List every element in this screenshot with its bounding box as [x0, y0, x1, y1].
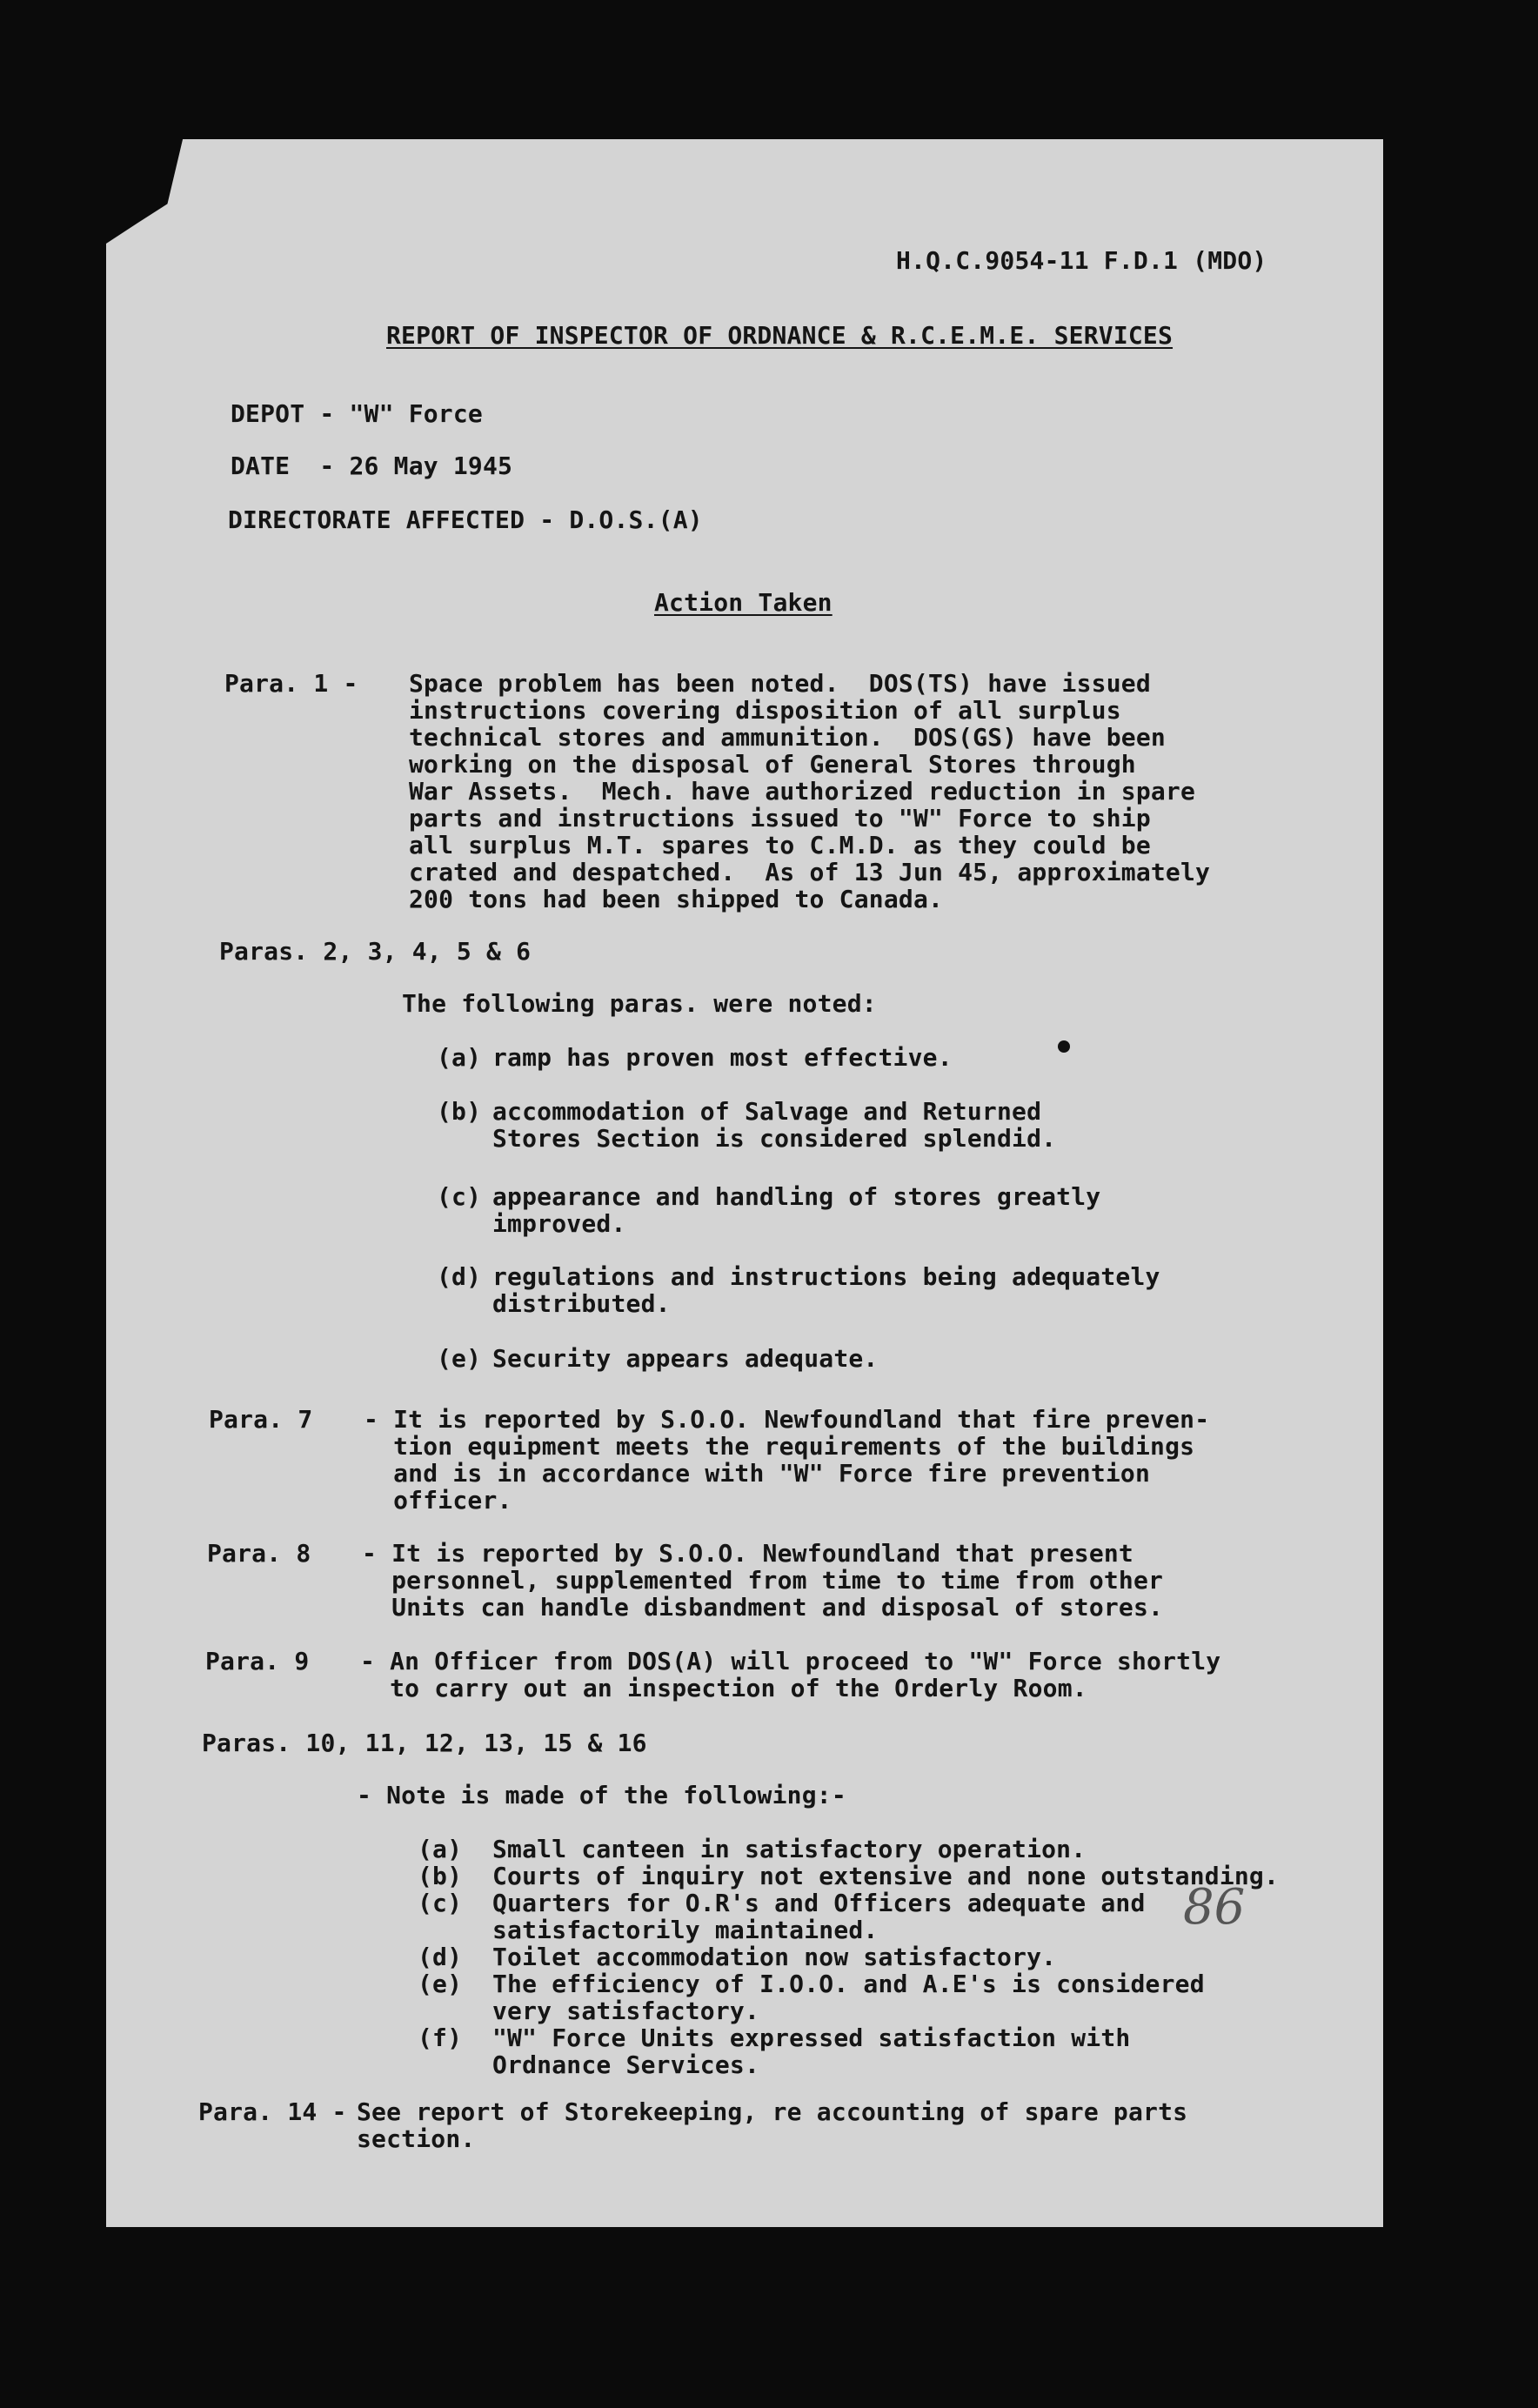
item-text: Security appears adequate. — [492, 1344, 879, 1373]
report-title: REPORT OF INSPECTOR OF ORDNANCE & R.C.E.M.E. SERVICES — [386, 321, 1174, 350]
item-letter: (d) — [418, 1943, 463, 1971]
item-text: Stores Section is considered splendid. — [492, 1124, 1057, 1153]
ink-mark — [1058, 1040, 1070, 1053]
item-text: Ordnance Services. — [492, 2050, 760, 2079]
para-7-line: and is in accordance with "W" Force fire prevention — [364, 1459, 1151, 1488]
para-9-label: Para. 9 — [205, 1647, 310, 1676]
item-text: Small canteen in satisfactory operation. — [492, 1835, 1087, 1863]
directorate-line: DIRECTORATE AFFECTED - D.O.S.(A) — [228, 505, 703, 534]
item-text: The efficiency of I.O.O. and A.E's is considered — [492, 1970, 1205, 1998]
item-letter: (d) — [437, 1262, 482, 1291]
item-text: satisfactorily maintained. — [492, 1916, 879, 1944]
para-7-label: Para. 7 — [209, 1405, 313, 1434]
item-text: Toilet accommodation now satisfactory. — [492, 1943, 1057, 1971]
item-letter: (a) — [437, 1043, 482, 1072]
para-1-line: Space problem has been noted. DOS(TS) have issued — [409, 669, 1151, 698]
paras-2-6-intro: The following paras. were noted: — [402, 989, 877, 1018]
item-letter: (e) — [418, 1970, 463, 1998]
item-text: appearance and handling of stores greatly — [492, 1182, 1101, 1211]
handwritten-page-number: 86 — [1183, 1879, 1246, 1936]
para-14-label: Para. 14 - — [198, 2097, 347, 2126]
paras-2-6-label: Paras. 2, 3, 4, 5 & 6 — [219, 937, 532, 966]
para-9-line: - An Officer from DOS(A) will proceed to "W" Force shortly — [360, 1647, 1221, 1676]
para-7-line: tion equipment meets the requirements of the buildings — [364, 1432, 1195, 1461]
para-8-label: Para. 8 — [207, 1539, 311, 1568]
item-text: very satisfactory. — [492, 1997, 760, 2025]
para-7-line: - It is reported by S.O.O. Newfoundland that fire preven- — [364, 1405, 1210, 1434]
paras-10-16-label: Paras. 10, 11, 12, 13, 15 & 16 — [202, 1729, 647, 1757]
para-1-line: technical stores and ammunition. DOS(GS) have been — [409, 723, 1166, 752]
para-1-line: working on the disposal of General Stores through — [409, 750, 1136, 779]
para-8-line: personnel, supplemented from time to time from other — [362, 1566, 1164, 1595]
item-text: accommodation of Salvage and Returned — [492, 1097, 1042, 1126]
paras-10-16-intro: - Note is made of the following:- — [357, 1781, 846, 1809]
item-text: Courts of inquiry not extensive and none outstanding. — [492, 1862, 1280, 1890]
item-text: regulations and instructions being adequately — [492, 1262, 1160, 1291]
para-1-line: War Assets. Mech. have authorized reduction in spare — [409, 777, 1196, 806]
para-14-line: See report of Storekeeping, re accounting of spare parts — [357, 2097, 1188, 2126]
para-7-line: officer. — [364, 1486, 512, 1515]
file-reference: H.Q.C.9054-11 F.D.1 (MDO) — [896, 246, 1267, 275]
depot-line: DEPOT - "W" Force — [231, 399, 483, 428]
para-8-line: Units can handle disbandment and disposal of stores. — [362, 1593, 1164, 1622]
item-text: distributed. — [492, 1289, 671, 1318]
para-1-line: all surplus M.T. spares to C.M.D. as they could be — [409, 831, 1151, 860]
item-text: improved. — [492, 1209, 626, 1238]
section-heading: Action Taken — [654, 588, 833, 617]
item-letter: (a) — [418, 1835, 463, 1863]
item-letter: (f) — [418, 2023, 463, 2052]
para-1-line: instructions covering disposition of all surplus — [409, 696, 1121, 725]
para-1-line: 200 tons had been shipped to Canada. — [409, 885, 944, 913]
para-1-line: parts and instructions issued to "W" Force to ship — [409, 804, 1151, 833]
item-text: "W" Force Units expressed satisfaction with — [492, 2023, 1131, 2052]
date-line: DATE - 26 May 1945 — [231, 452, 513, 480]
item-letter: (b) — [437, 1097, 482, 1126]
para-9-line: to carry out an inspection of the Orderly Room. — [360, 1674, 1087, 1702]
para-1-label: Para. 1 - — [224, 669, 358, 698]
item-letter: (b) — [418, 1862, 463, 1890]
para-1-line: crated and despatched. As of 13 Jun 45, approximately — [409, 858, 1211, 886]
item-text: Quarters for O.R's and Officers adequate and — [492, 1889, 1146, 1917]
item-text: ramp has proven most effective. — [492, 1043, 953, 1072]
item-letter: (e) — [437, 1344, 482, 1373]
item-letter: (c) — [418, 1889, 463, 1917]
para-14-line: section. — [357, 2124, 476, 2153]
item-letter: (c) — [437, 1182, 482, 1211]
para-8-line: - It is reported by S.O.O. Newfoundland that present — [362, 1539, 1133, 1568]
